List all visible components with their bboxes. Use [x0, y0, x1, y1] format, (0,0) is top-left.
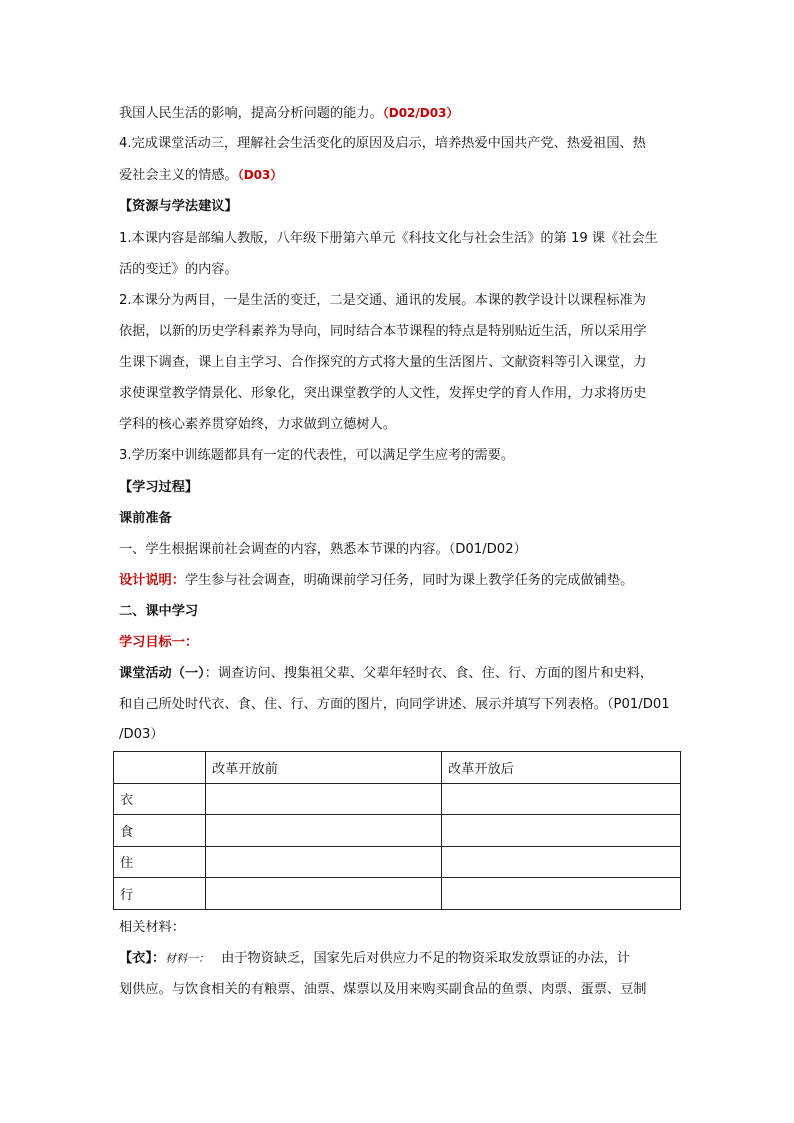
- heading-text: 二、课中学习: [119, 604, 199, 619]
- design-note-label: 设计说明：: [119, 573, 185, 588]
- table-row: [114, 815, 681, 847]
- text-line-1: [119, 103, 699, 124]
- text-line-3: [119, 165, 699, 186]
- learning-goal-one: [119, 633, 699, 653]
- line-text: ：调查访问、搜集祖父辈、父辈年轻时衣、食、住、行、方面的图片和史料，: [204, 666, 654, 681]
- line-text: 划供应。与饮食相关的有粮票、油票、煤票以及用来购买副食品的鱼票、肉票、蛋票、豆制: [119, 982, 647, 997]
- line-text: 依据，以新的历史学科素养为导向，同时结合本节课程的特点是特别贴近生活，所以采用学: [119, 324, 647, 339]
- table-row: [114, 783, 681, 815]
- table-header-cell: [114, 752, 206, 784]
- table-cell: [206, 783, 442, 815]
- table-cell: [206, 846, 442, 878]
- code-tag: （D03）: [237, 168, 283, 182]
- text-line-7: [119, 291, 699, 311]
- text-line-8: [119, 322, 699, 342]
- text-line-24: [119, 980, 699, 1000]
- line-text: 相关材料：: [119, 920, 185, 935]
- text-line-5: [119, 229, 699, 249]
- line-text: 学科的核心素养贯穿始终，力求做到立德树人。: [119, 417, 396, 432]
- table-cell: [442, 815, 681, 847]
- text-line-19: [119, 664, 699, 684]
- text-line-10: [119, 384, 699, 404]
- line-text: 3.学历案中训练题都具有一定的代表性，可以满足学生应考的需要。: [119, 448, 515, 463]
- line-text: 4.完成课堂活动三，理解社会生活变化的原因及启示，培养热爱中国共产党、热爱祖国、热: [119, 136, 646, 151]
- line-text: 求使课堂教学情景化、形象化，突出课堂教学的人文性，发挥史学的育人作用，力求将历史: [119, 386, 647, 401]
- line-text: 我国人民生活的影响，提高分析问题的能力。: [119, 106, 383, 121]
- line-text: 爱社会主义的情感。: [119, 168, 238, 183]
- material-category-label: 【衣】：: [119, 951, 166, 966]
- text-line-9: [119, 353, 699, 373]
- line-text: 由于物资缺乏，国家先后对供应力不足的物资采取发放票证的办法，计: [221, 951, 630, 966]
- line-text: /D03）: [119, 727, 164, 742]
- table-cell: [442, 846, 681, 878]
- table-row-label: 行: [114, 878, 206, 910]
- heading-text: 课前准备: [119, 511, 172, 526]
- line-text: 学生参与社会调查，明确课前学习任务，同时为课上教学任务的完成做铺垫。: [184, 573, 634, 588]
- line-text: 生课下调查，课上自主学习、合作探究的方式将大量的生活图片、文献资料等引入课堂，力: [119, 355, 647, 370]
- table-header-cell: 改革开放前: [206, 752, 442, 784]
- code-tag: （D02/D03）: [382, 106, 459, 120]
- text-line-22: [119, 918, 699, 938]
- line-text: 和自己所处时代衣、食、住、行、方面的图片，向同学讲述、展示并填写下列表格。（P01/D01: [119, 697, 670, 712]
- table-cell: [206, 878, 442, 910]
- text-line-20: [119, 695, 699, 715]
- text-line-21: [119, 725, 699, 745]
- line-text: 活的变迁》的内容。: [119, 262, 238, 277]
- table-row-label: 食: [114, 815, 206, 847]
- text-line-23: [119, 949, 699, 969]
- text-line-11: [119, 415, 699, 435]
- table-header-row: [114, 752, 681, 784]
- line-text: 一、学生根据课前社会调查的内容，熟悉本节课的内容。（D01/D02）: [119, 542, 527, 557]
- table-header-cell: 改革开放后: [442, 752, 681, 784]
- activity-label: 课堂活动（一）: [119, 666, 205, 681]
- table-row: [114, 846, 681, 878]
- text-line-2: [119, 134, 699, 154]
- heading-text: 学习目标一：: [119, 635, 199, 650]
- table-cell: [442, 878, 681, 910]
- table-row-label: 衣: [114, 783, 206, 815]
- material-label: 材料一：: [165, 952, 210, 965]
- text-line-6: [119, 260, 699, 280]
- subheading-prep: [119, 509, 699, 529]
- heading-text: 【学习过程】: [119, 480, 199, 495]
- table-row: [114, 878, 681, 910]
- text-line-15: [119, 540, 699, 560]
- table-cell: [442, 783, 681, 815]
- heading-text: 【资源与学法建议】: [119, 199, 238, 214]
- line-text: 2.本课分为两目，一是生活的变迁，二是交通、通讯的发展。本课的教学设计以课程标准为: [119, 293, 646, 308]
- line-text: 1.本课内容是部编人教版，八年级下册第六单元《科技文化与社会生活》的第 19 课《社会生: [119, 231, 658, 246]
- text-line-16: [119, 571, 699, 591]
- subheading-in-class: [119, 602, 699, 622]
- section-heading-process: [119, 478, 699, 498]
- table-row-label: 住: [114, 846, 206, 878]
- text-line-12: [119, 446, 699, 466]
- comparison-table: [113, 751, 681, 910]
- table-cell: [206, 815, 442, 847]
- section-heading-resources: [119, 197, 699, 217]
